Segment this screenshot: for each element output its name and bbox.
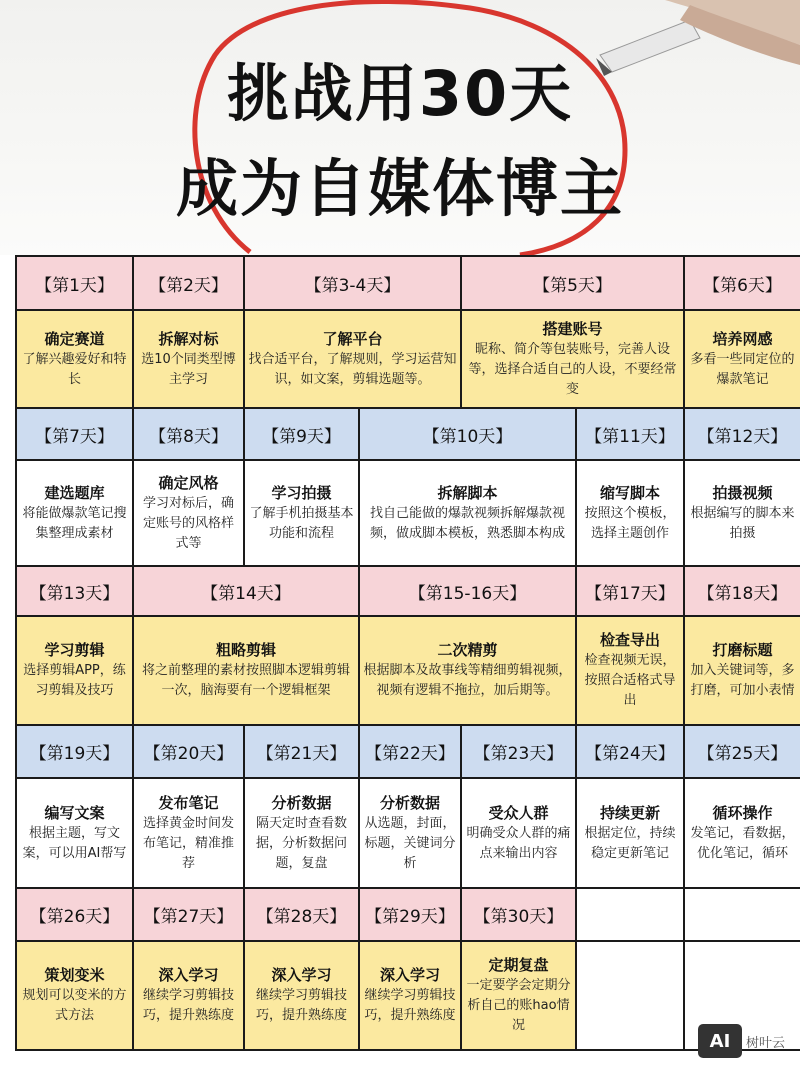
task-cell	[132, 777, 245, 889]
task-content	[134, 965, 243, 1026]
task-description: 将之前整理的素材按照脚本逻辑剪辑一次，脑海要有一个逻辑框架	[141, 663, 350, 698]
task-description: 根据主题，写文案，可以用AI帮写	[22, 825, 127, 861]
task-cell	[15, 459, 134, 567]
day-header: 【第24天】	[575, 724, 685, 779]
day-header: 【第29天】	[358, 887, 462, 942]
task-description: 根据编写的脚本来拍摄	[690, 505, 795, 541]
task-description: 学习对标后，确定账号的风格样式等	[142, 495, 234, 551]
task-description: 选择黄金时间发布笔记，精准推荐	[142, 815, 234, 871]
task-cell	[575, 459, 685, 567]
task-cell	[132, 309, 245, 409]
task-content	[577, 483, 683, 544]
task-title: 深入学习	[379, 966, 440, 984]
task-content	[360, 793, 460, 874]
task-cell	[132, 940, 245, 1051]
day-header: 【第10天】	[358, 407, 577, 461]
task-content	[245, 965, 358, 1026]
task-content	[685, 483, 800, 544]
task-title: 检查导出	[599, 631, 660, 649]
task-description: 找合适平台，了解规则，学习运营知识，如文案，剪辑选题等。	[248, 351, 457, 387]
day-header: 【第8天】	[132, 407, 245, 461]
task-cell	[15, 777, 134, 889]
task-description: 继续学习剪辑技巧，提升熟练度	[142, 988, 234, 1023]
day-header: 【第26天】	[15, 887, 134, 942]
task-cell	[132, 615, 360, 726]
task-description: 按照这个模板，选择主题创作	[584, 505, 676, 541]
hero-title-line-2: 成为自媒体博主	[175, 152, 624, 225]
task-content	[685, 329, 800, 390]
task-cell	[243, 940, 360, 1051]
task-title: 粗略剪辑	[215, 641, 276, 659]
day-header: 【第12天】	[683, 407, 800, 461]
task-description: 继续学习剪辑技巧，提升熟练度	[255, 988, 347, 1023]
day-header: 【第17天】	[575, 565, 685, 617]
task-content	[134, 329, 243, 390]
task-title: 拆解对标	[158, 329, 219, 348]
empty-header-cell	[683, 887, 800, 942]
day-header: 【第18天】	[683, 565, 800, 617]
task-title: 分析数据	[271, 793, 332, 812]
task-title: 建选题库	[44, 483, 105, 502]
task-cell	[683, 459, 800, 567]
task-cell	[683, 777, 800, 889]
task-title: 缩写脚本	[599, 483, 660, 502]
task-cell	[460, 940, 577, 1051]
watermark	[698, 1022, 798, 1060]
task-cell	[460, 309, 685, 409]
task-title: 策划变米	[44, 966, 105, 984]
day-header: 【第27天】	[132, 887, 245, 942]
day-header: 【第19天】	[15, 724, 134, 779]
task-description: 明确受众人群的痛点来输出内容	[466, 825, 571, 861]
task-description: 根据脚本及故事线等精细剪辑视频，视频有逻辑不拖拉，加后期等。	[363, 663, 572, 698]
task-content	[245, 329, 460, 390]
day-header: 【第3-4天】	[243, 255, 462, 311]
day-header: 【第13天】	[15, 565, 134, 617]
task-cell	[460, 777, 577, 889]
task-description: 从选题，封面，标题，关键词分析	[364, 815, 456, 871]
task-title: 循环操作	[712, 803, 773, 822]
day-header: 【第21天】	[243, 724, 360, 779]
day-header: 【第23天】	[460, 724, 577, 779]
task-description: 隔天定时查看数据，分析数据问题，复盘	[255, 815, 347, 871]
task-cell	[243, 459, 360, 567]
task-description: 加入关键词等，多打磨，可加小表情	[690, 663, 795, 698]
day-header: 【第9天】	[243, 407, 360, 461]
day-header: 【第6天】	[683, 255, 800, 311]
task-cell	[683, 615, 800, 726]
task-title: 确定赛道	[44, 329, 105, 348]
task-description: 找自己能做的爆款视频拆解爆款视频，做成脚本模板，熟悉脚本构成	[369, 505, 565, 541]
task-content	[17, 803, 132, 864]
empty-cell	[575, 940, 685, 1051]
day-header: 【第25天】	[683, 724, 800, 779]
task-content	[17, 640, 132, 701]
task-description: 继续学习剪辑技巧，提升熟练度	[364, 988, 456, 1023]
task-description: 了解兴趣爱好和特长	[22, 351, 127, 387]
day-header: 【第15-16天】	[358, 565, 577, 617]
task-content	[360, 640, 575, 701]
task-description: 了解手机拍摄基本功能和流程	[249, 505, 354, 541]
task-description: 选择剪辑APP，练习剪辑及技巧	[23, 663, 126, 698]
task-cell	[575, 615, 685, 726]
day-header: 【第22天】	[358, 724, 462, 779]
task-description: 检查视频无误，按照合适格式导出	[584, 653, 676, 708]
task-title: 学习剪辑	[44, 641, 105, 659]
task-cell	[15, 940, 134, 1051]
day-header: 【第20天】	[132, 724, 245, 779]
task-title: 二次精剪	[437, 641, 498, 659]
task-cell	[358, 777, 462, 889]
task-cell	[358, 459, 577, 567]
task-cell	[358, 615, 577, 726]
day-header: 【第30天】	[460, 887, 577, 942]
task-content	[462, 803, 575, 864]
task-content	[134, 793, 243, 874]
task-title: 搭建账号	[542, 319, 603, 338]
task-title: 发布笔记	[158, 793, 219, 812]
task-description: 选10个同类型博主学习	[141, 351, 236, 387]
task-title: 拆解脚本	[437, 483, 498, 502]
task-content	[360, 483, 575, 544]
task-content	[134, 640, 358, 701]
task-content	[685, 640, 800, 701]
task-content	[245, 483, 358, 544]
hero-banner	[0, 0, 800, 255]
task-title: 培养网感	[712, 329, 773, 348]
watermark-text: 树叶云	[746, 1035, 786, 1051]
task-title: 深入学习	[271, 966, 332, 984]
task-description: 多看一些同定位的爆款笔记	[690, 351, 795, 387]
day-header: 【第7天】	[15, 407, 134, 461]
task-content	[462, 319, 683, 400]
task-content	[685, 803, 800, 864]
task-description: 昵称、简介等包装账号，完善人设等，选择合适自己的人设，不要经常变	[468, 341, 677, 397]
task-content	[134, 473, 243, 554]
task-description: 发笔记，看数据，优化笔记，循环	[690, 825, 795, 861]
task-title: 定期复盘	[488, 956, 549, 974]
task-content	[17, 965, 132, 1026]
day-header: 【第1天】	[15, 255, 134, 311]
task-title: 打磨标题	[712, 641, 773, 659]
task-content	[245, 793, 358, 874]
day-header: 【第28天】	[243, 887, 360, 942]
task-content	[17, 329, 132, 390]
task-content	[577, 803, 683, 864]
day-header: 【第5天】	[460, 255, 685, 311]
empty-header-cell	[575, 887, 685, 942]
task-cell	[15, 309, 134, 409]
task-title: 确定风格	[158, 473, 219, 492]
task-content	[360, 965, 460, 1026]
task-title: 学习拍摄	[271, 483, 332, 502]
task-content	[17, 483, 132, 544]
task-cell	[243, 777, 360, 889]
task-title: 受众人群	[488, 803, 549, 822]
task-cell	[132, 459, 245, 567]
task-cell	[683, 309, 800, 409]
task-title: 拍摄视频	[712, 483, 773, 502]
day-header: 【第11天】	[575, 407, 685, 461]
day-header: 【第14天】	[132, 565, 360, 617]
task-cell	[358, 940, 462, 1051]
task-title: 了解平台	[322, 329, 383, 348]
task-description: 一定要学会定期分析自己的账hao情况	[466, 978, 571, 1033]
task-title: 分析数据	[379, 793, 440, 812]
task-description: 将能做爆款笔记搜集整理成素材	[22, 505, 127, 541]
ai-logo-icon: AI	[698, 1024, 742, 1058]
hero-title-line-1: 挑战用30天	[226, 57, 574, 130]
task-title: 持续更新	[599, 803, 660, 822]
task-cell	[15, 615, 134, 726]
task-title: 编写文案	[44, 803, 105, 822]
day-header: 【第2天】	[132, 255, 245, 311]
task-content	[577, 630, 683, 711]
task-cell	[243, 309, 462, 409]
task-title: 深入学习	[158, 966, 219, 984]
task-content	[462, 955, 575, 1036]
task-description: 根据定位，持续稳定更新笔记	[584, 825, 676, 861]
task-cell	[575, 777, 685, 889]
task-description: 规划可以变米的方式方法	[22, 988, 127, 1023]
